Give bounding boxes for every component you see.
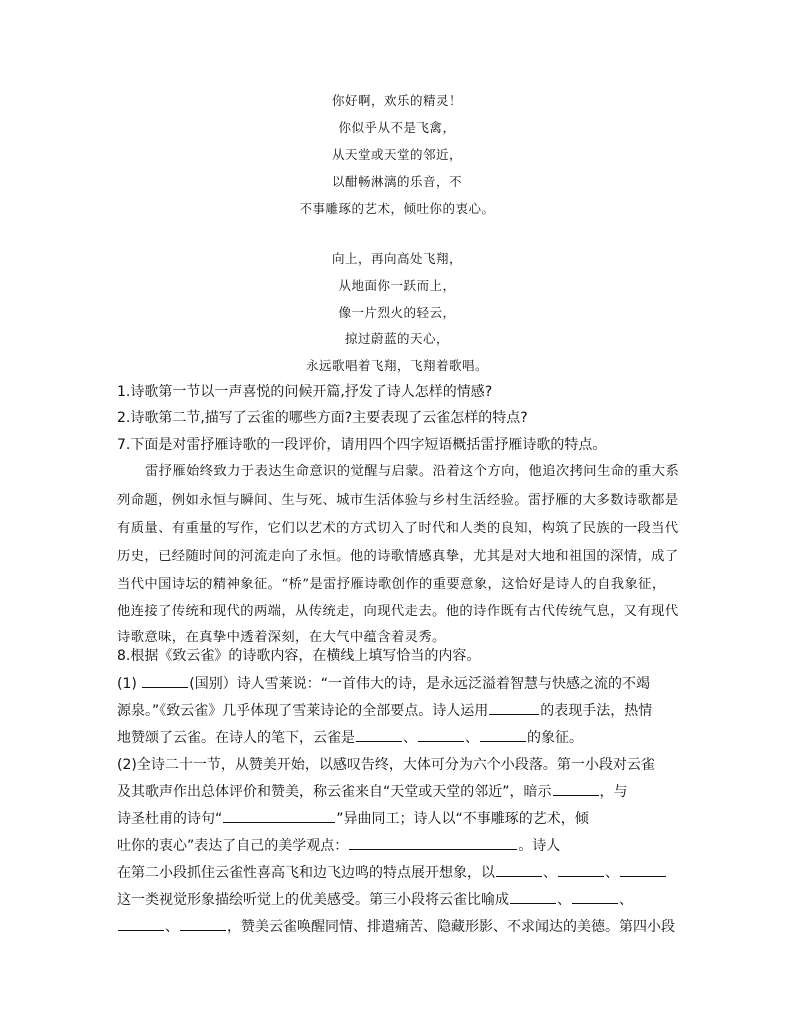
q8-text: 。诗人 [518,838,561,854]
answer-blank[interactable] [558,875,604,877]
question-2: 2.诗歌第二节,描写了云雀的哪些方面?主要表现了云雀怎样的特点? [117,410,528,426]
passage-line: 当代中国诗坛的精神象征。“桥”是雷抒雁诗歌创作的重要意象，这恰好是诗人的自我象征， [117,577,666,592]
q8-text: ，与 [599,784,628,800]
q8-text: 源泉。”《致云雀》几乎体现了雪莱诗论的全部要点。诗人运用 [117,703,489,719]
poem-line: 像一片烈火的轻云， [338,305,456,320]
q8-text: 的象征。 [527,730,583,746]
passage-line: 雷抒雁始终致力于表达生命意识的觉醒与启蒙。沿着这个方向，他追次拷问生命的重大系 [145,464,680,479]
poem-line: 不事雕琢的艺术，倾吐你的衷心。 [299,201,495,216]
answer-blank[interactable] [489,713,539,715]
q8-text: 、 [403,730,417,746]
question-1: 1.诗歌第一节以一声喜悦的问候开篇,抒发了诗人怎样的情感? [117,384,493,400]
answer-blank[interactable] [510,902,556,904]
q8-text: ”异曲同工；诗人以“不事雕琢的艺术，倾 [336,811,589,827]
q8-line [117,704,652,718]
passage-line: 有质量、有重量的写作，它们以艺术的方式切入了时代和人类的良知，构筑了民族的一段当代 [117,521,679,536]
q8-text: 诗圣杜甫的诗句“ [117,811,223,827]
q8-line [117,785,628,799]
answer-blank[interactable] [572,902,618,904]
poem-line: 从地面你一跃而上， [338,278,456,293]
q8-text: 、 [619,892,633,908]
answer-blank[interactable] [118,929,164,931]
poem-line: 永远歌唱着飞翔，飞翔着歌唱。 [305,358,488,373]
answer-blank[interactable] [356,740,402,742]
passage-line: 他连接了传统和现代的两端，从传统走，向现代走去。他的诗作既有古代传统气息，又有现代 [117,604,679,619]
q8-text: 及其歌声作出总体评价和赞美，称云雀来自“天堂或天堂的邻近”，暗示 [117,784,552,800]
poem-line: 你似乎从不是飞禽， [338,120,456,135]
q8-line [117,920,675,934]
poem-line: 从天堂或天堂的邻近， [331,147,462,162]
q8-text: (国别）诗人雪莱说：“一首伟大的诗，是永远泛溢着智慧与快感之流的不竭 [189,676,650,692]
answer-blank[interactable] [418,740,464,742]
poem-line: 以酣畅淋漓的乐音，不 [331,174,462,189]
poem-line: 你好啊，欢乐的精灵！ [331,93,462,108]
q8-line [117,893,633,907]
q8-line [117,731,583,745]
q8-text: ，赞美云雀唤醒同情、排遣痛苦、隐藏形影、不求闻达的美德。第四小段 [227,919,675,935]
q8-text: 的表现手法，热情 [540,703,653,719]
q8-text: 、 [165,919,179,935]
q8-text: (1) [117,676,142,692]
q8-line [117,677,650,691]
answer-blank[interactable] [480,740,526,742]
answer-blank[interactable] [496,875,542,877]
answer-blank[interactable] [553,794,599,796]
q8-line [117,866,667,880]
q8-line: (2)全诗二十一节，从赞美开始，以感叹告终，大体可分为六个小段落。第一小段对云雀 [117,757,655,773]
answer-blank[interactable] [142,686,188,688]
question-8-title: 8.根据《致云雀》的诗歌内容，在横线上填写恰当的内容。 [117,648,481,664]
q8-text: 、 [557,892,571,908]
q8-line [117,812,589,826]
q8-text: 、 [465,730,479,746]
q8-text: 、 [605,865,619,881]
q8-text: 这一类视觉形象描绘听觉上的优美感受。第三小段将云雀比喻成 [117,892,509,908]
answer-blank[interactable] [349,848,517,850]
passage-line: 列命题，例如永恒与瞬间、生与死、城市生活体验与乡村生活经验。雷抒雁的大多数诗歌都是 [117,493,679,508]
q8-text: 在第二小段抓住云雀性喜高飞和边飞边鸣的特点展开想象，以 [117,865,495,881]
q8-text: 、 [543,865,557,881]
q8-text: 地赞颂了云雀。在诗人的笔下，云雀是 [117,730,355,746]
passage-line: 历史，已经随时间的河流走向了永恒。他的诗歌情感真挚，尤其是对大地和祖国的深情，成了 [117,549,679,564]
poem-line: 掠过蔚蓝的天心， [344,331,449,346]
answer-blank[interactable] [180,929,226,931]
passage-line: 诗歌意味，在真挚中透着深刻，在大气中蕴含着灵秀。 [117,630,446,645]
q8-line [117,839,560,853]
q8-text: 吐你的衷心”表达了自己的美学观点： [117,838,349,854]
question-7: 7.下面是对雷抒雁诗歌的一段评价，请用四个四字短语概括雷抒雁诗歌的特点。 [117,437,607,453]
poem-line: 向上，再向高处飞翔， [331,251,462,266]
answer-blank[interactable] [223,821,335,823]
answer-blank[interactable] [620,875,666,877]
